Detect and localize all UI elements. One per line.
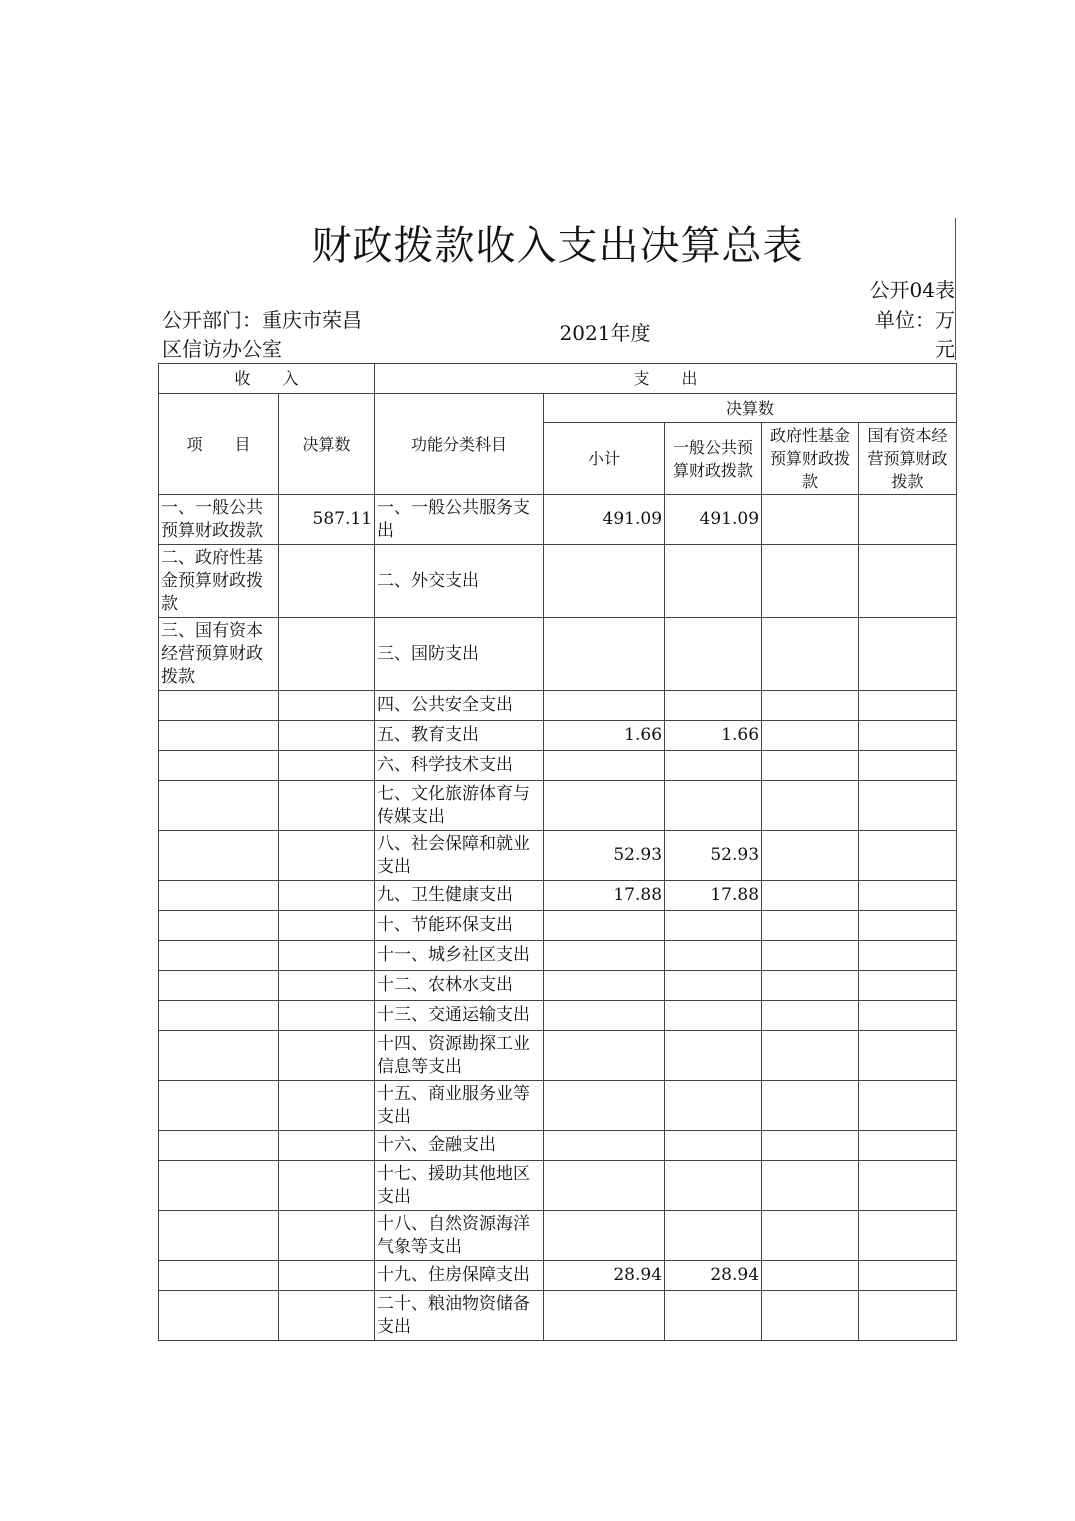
gov-fund-cell [762,881,859,911]
income-amount-cell [279,721,375,751]
table-body [159,364,957,1341]
department-label: 公开部门：重庆市荣昌区信访办公室 [162,308,362,361]
table-row [159,971,957,1001]
expense-item-cell: 十五、商业服务业等支出 [375,1081,544,1131]
state-capital-cell [859,495,957,545]
final-amount-header: 决算数 [544,394,957,423]
subtotal-cell [544,1131,665,1161]
general-budget-cell [665,1031,762,1081]
table-row [159,1081,957,1131]
table-row [159,721,957,751]
income-amount-cell [279,971,375,1001]
subtotal-cell [544,618,665,691]
general-budget-cell [665,1291,762,1341]
table-row [159,545,957,618]
table-row [159,911,957,941]
expense-item-cell: 二、外交支出 [375,545,544,618]
subtotal-cell [544,911,665,941]
gov-fund-cell [762,1161,859,1211]
income-amount-cell [279,1131,375,1161]
income-item-cell [159,1031,279,1081]
state-capital-cell [859,1081,957,1131]
income-amount-cell [279,751,375,781]
gov-fund-cell [762,911,859,941]
header-row-1 [159,364,957,394]
general-budget-cell [665,1211,762,1261]
table-row [159,941,957,971]
table-row [159,1261,957,1291]
table-row [159,1211,957,1261]
income-item-cell [159,1081,279,1131]
subtotal-cell [544,1291,665,1341]
expense-item-cell: 一、一般公共服务支出 [375,495,544,545]
income-amount-cell [279,618,375,691]
expense-item-cell: 二十、粮油物资储备支出 [375,1291,544,1341]
general-budget-cell [665,1001,762,1031]
subtotal-cell [544,1211,665,1261]
state-capital-cell [859,618,957,691]
general-budget-cell: 28.94 [665,1261,762,1291]
general-budget-cell [665,545,762,618]
table-row [159,881,957,911]
state-capital-cell [859,911,957,941]
income-item-cell [159,691,279,721]
expense-item-cell: 十八、自然资源海洋气象等支出 [375,1211,544,1261]
income-amount-cell: 587.11 [279,495,375,545]
gov-fund-cell [762,751,859,781]
gov-fund-cell [762,781,859,831]
subtotal-cell [544,1081,665,1131]
table-row [159,1131,957,1161]
income-item-cell [159,941,279,971]
state-capital-cell [859,1031,957,1081]
expense-item-cell: 六、科学技术支出 [375,751,544,781]
income-amount-cell [279,1081,375,1131]
subtotal-cell [544,545,665,618]
expense-item-cell: 十一、城乡社区支出 [375,941,544,971]
page-title: 财政拨款收入支出决算总表 [311,223,804,269]
income-item-cell: 三、国有资本经营预算财政拨款 [159,618,279,691]
func-class-header: 功能分类科目 [375,394,544,495]
subtotal-cell [544,1161,665,1211]
general-budget-cell [665,691,762,721]
state-capital-cell [859,881,957,911]
income-item-cell [159,781,279,831]
income-item-cell [159,971,279,1001]
general-budget-header: 一般公共预算财政拨款 [665,423,762,495]
subtotal-cell: 491.09 [544,495,665,545]
gov-fund-cell [762,1001,859,1031]
income-amount-cell [279,1291,375,1341]
expense-item-cell: 四、公共安全支出 [375,691,544,721]
income-amount-cell [279,941,375,971]
state-capital-cell [859,1261,957,1291]
table-row [159,781,957,831]
income-item-cell [159,1291,279,1341]
subtotal-cell [544,971,665,1001]
unit-label: 单位：万元 [875,308,955,361]
gov-fund-cell [762,1031,859,1081]
table-row [159,618,957,691]
income-amount-cell [279,1211,375,1261]
subtotal-cell [544,691,665,721]
gov-fund-cell [762,495,859,545]
income-item-cell [159,721,279,751]
header-row-2 [159,394,957,423]
expense-item-cell: 十四、资源勘探工业信息等支出 [375,1031,544,1081]
income-amount-cell [279,1001,375,1031]
gov-fund-cell [762,1261,859,1291]
income-item-cell: 二、政府性基金预算财政拨款 [159,545,279,618]
general-budget-cell [665,618,762,691]
table-row [159,1291,957,1341]
gov-fund-cell [762,545,859,618]
item-header: 项 目 [159,394,279,495]
expense-item-cell: 十二、农林水支出 [375,971,544,1001]
general-budget-cell: 52.93 [665,831,762,881]
state-capital-cell [859,751,957,781]
income-header: 收 入 [159,364,375,394]
table-row [159,831,957,881]
state-capital-cell [859,781,957,831]
income-amount-cell [279,545,375,618]
gov-fund-cell [762,721,859,751]
general-budget-cell: 491.09 [665,495,762,545]
general-budget-cell [665,971,762,1001]
income-item-cell: 一、一般公共预算财政拨款 [159,495,279,545]
general-budget-cell [665,751,762,781]
table-row [159,495,957,545]
income-item-cell [159,1131,279,1161]
gov-fund-cell [762,1081,859,1131]
expense-item-cell: 十九、住房保障支出 [375,1261,544,1291]
expense-item-cell: 十六、金融支出 [375,1131,544,1161]
income-amount-cell [279,1031,375,1081]
state-capital-cell [859,941,957,971]
expense-item-cell: 十七、援助其他地区支出 [375,1161,544,1211]
income-item-cell [159,1211,279,1261]
gov-fund-cell [762,1291,859,1341]
subtotal-cell: 17.88 [544,881,665,911]
gov-fund-cell [762,971,859,1001]
income-item-cell [159,1261,279,1291]
general-budget-cell: 1.66 [665,721,762,751]
state-capital-cell [859,1131,957,1161]
subtotal-cell: 1.66 [544,721,665,751]
expense-item-cell: 十、节能环保支出 [375,911,544,941]
expense-item-cell: 七、文化旅游体育与传媒支出 [375,781,544,831]
general-budget-cell [665,911,762,941]
subtotal-cell: 28.94 [544,1261,665,1291]
gov-fund-cell [762,941,859,971]
expense-item-cell: 八、社会保障和就业支出 [375,831,544,881]
income-amount-cell [279,1161,375,1211]
table-row [159,1001,957,1031]
subtotal-header: 小计 [544,423,665,495]
income-amount-cell [279,691,375,721]
income-item-cell [159,881,279,911]
income-item-cell [159,831,279,881]
income-item-cell [159,751,279,781]
general-budget-cell [665,1131,762,1161]
subtotal-cell [544,941,665,971]
expense-item-cell: 五、教育支出 [375,721,544,751]
budget-table [158,363,957,1341]
income-amount-cell [279,1261,375,1291]
page-edge-line [955,218,956,360]
state-capital-cell [859,1161,957,1211]
expense-header: 支 出 [375,364,957,394]
income-item-cell [159,1001,279,1031]
income-amount-cell [279,911,375,941]
state-capital-cell [859,1001,957,1031]
table-row [159,691,957,721]
subtotal-cell [544,1031,665,1081]
general-budget-cell [665,781,762,831]
income-amount-cell [279,831,375,881]
state-capital-cell [859,545,957,618]
expense-item-cell: 九、卫生健康支出 [375,881,544,911]
state-capital-header: 国有资本经营预算财政拨款 [859,423,957,495]
income-amount-cell [279,781,375,831]
expense-item-cell: 十三、交通运输支出 [375,1001,544,1031]
gov-fund-cell [762,1211,859,1261]
general-budget-cell [665,1161,762,1211]
state-capital-cell [859,1211,957,1261]
table-row [159,1161,957,1211]
gov-fund-cell [762,831,859,881]
state-capital-cell [859,971,957,1001]
fiscal-year: 2021年度 [559,321,651,345]
income-item-cell [159,911,279,941]
state-capital-cell [859,721,957,751]
general-budget-cell [665,941,762,971]
general-budget-cell [665,1081,762,1131]
subtotal-cell [544,1001,665,1031]
gov-fund-cell [762,618,859,691]
gov-fund-cell [762,691,859,721]
expense-item-cell: 三、国防支出 [375,618,544,691]
subtotal-cell [544,751,665,781]
gov-fund-header: 政府性基金预算财政拨款 [762,423,859,495]
income-item-cell [159,1161,279,1211]
subtotal-cell [544,781,665,831]
gov-fund-cell [762,1131,859,1161]
subtotal-cell: 52.93 [544,831,665,881]
state-capital-cell [859,1291,957,1341]
state-capital-cell [859,691,957,721]
state-capital-cell [859,831,957,881]
table-row [159,1031,957,1081]
general-budget-cell: 17.88 [665,881,762,911]
table-row [159,751,957,781]
form-number: 公开04表 [869,278,955,302]
income-amount-cell [279,881,375,911]
income-amount-header: 决算数 [279,394,375,495]
